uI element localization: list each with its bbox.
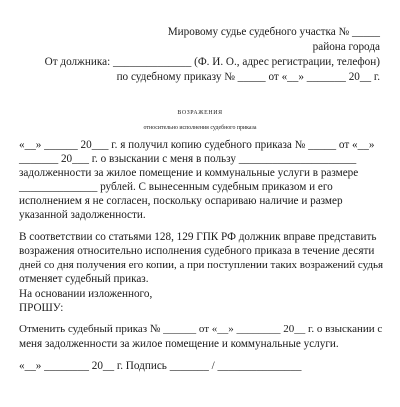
paragraph1-line: исполнением я не согласен, поскольку оспариваю наличие и размер [19, 195, 343, 207]
basis-text: На основании изложенного, [19, 288, 153, 300]
paragraph1-line: «__» ______ 20___ г. я получил копию судебного приказа № _____ от «__» [19, 139, 375, 151]
paragraph2-line: возражения относительно исполнения судебного приказа в течение десяти [19, 245, 375, 257]
paragraph1-line: задолженности за жилое помещение и коммунальные услуги в размере [19, 167, 359, 179]
header-court-order: по судебному приказу № _____ от «__» _______ 20__ г. [116, 71, 380, 83]
header-court: Мировому судье судебного участка № _____ [167, 26, 380, 38]
request-heading: ПРОШУ: [19, 302, 64, 314]
paragraph2-line: отменяет судебный приказ. [19, 273, 149, 285]
paragraph3-line: Отменить судебный приказ № ______ от «__» ________ 20__ г. о взыскании с [19, 323, 383, 335]
header-district: района города [312, 41, 380, 53]
paragraph1-line: указанной задолженности. [19, 209, 146, 221]
document-title: ВОЗРАЖЕНИЯ [177, 110, 223, 116]
signature-line: «__» ________ 20__ г. Подпись _______ / _______________ [19, 360, 302, 372]
document-subtitle: относительно исполнения судебного приказа [143, 125, 257, 131]
paragraph2-line: дней со дня получения его копии, а при поступлении таких возражений судья [19, 259, 384, 271]
paragraph1-line: ______________ рублей. С вынесенным судебным приказом и его [19, 181, 333, 193]
paragraph2-line: В соответствии со статьями 128, 129 ГПК РФ должник вправе представить [19, 231, 377, 243]
paragraph3-line: меня задолженности за жилое помещение и коммунальные услуги. [19, 338, 339, 350]
header-debtor: От должника: ______________ (Ф. И. О., адрес регистрации, телефон) [44, 56, 380, 68]
paragraph1-line: _______ 20___ г. о взыскании с меня в пользу _____________________ [19, 153, 357, 165]
